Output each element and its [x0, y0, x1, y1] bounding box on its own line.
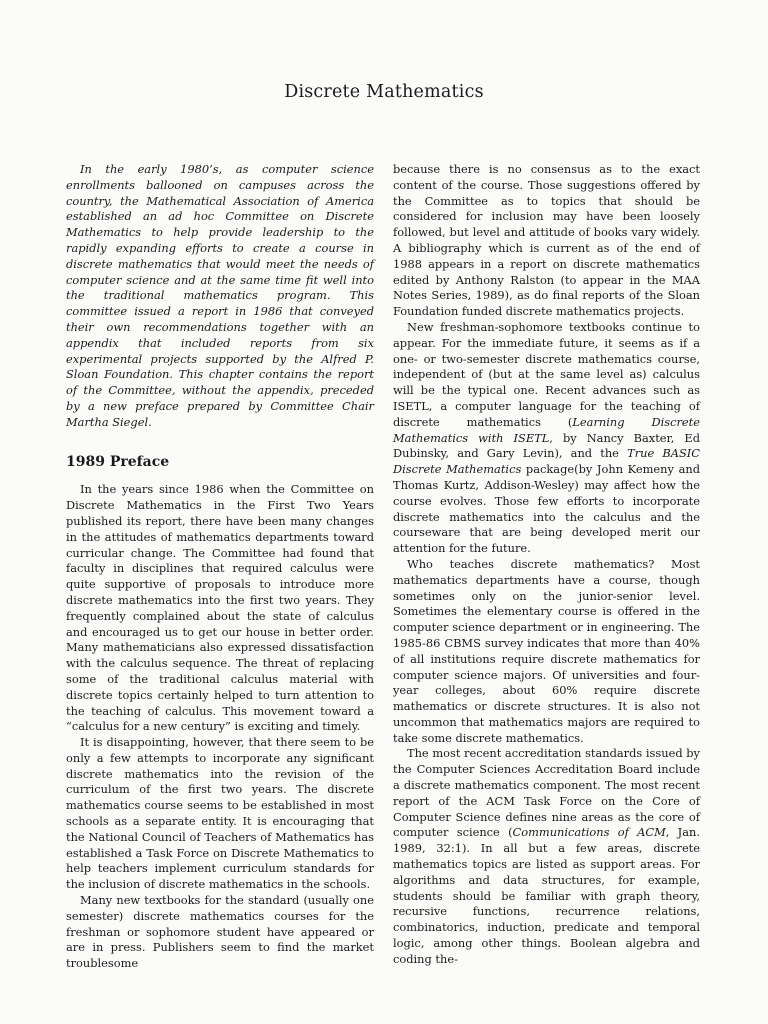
section-heading: 1989 Preface — [66, 453, 170, 470]
body-paragraph: In the years since 1986 when the Committee on Discrete Mathematics in the First Two Years published its report, there have been many changes in the attitudes of mathematics departments toward curricular change. The Committee had found that faculty in disciplines that required calculus were quite supportive of proposals to introduce more discrete mathematics into the first two years. They frequently complained about the state of calculus and encouraged us to get our house in better order. Many mathematicians also expressed dissatisfaction with the calculus sequence. The threat of replacing some of the traditional calculus material with discrete topics certainly helped to turn attention to the teaching of calculus. This movement toward a “calculus for a new century” is exciting and timely. — [66, 482, 374, 734]
body-paragraph: Who teaches discrete mathematics? Most mathematics departments have a course, though sometimes only on the junior-senior level. Sometimes the elementary course is offered in the computer science department or in engineering. The 1985-86 CBMS survey indicates that more than 40% of all institutions require discrete mathematics for computer science majors. Of universities and four-year colleges, about 60% require discrete mathematics or discrete structures. It is also not uncommon that mathematics majors are required to take some discrete mathematics. — [393, 556, 700, 745]
text-run: , by Nancy Baxter, Ed Dubinsky, and Gary Levin), and the — [393, 430, 700, 461]
body-paragraph — [393, 746, 700, 967]
text-run: New freshman-sophomore textbooks continue to appear. For the immediate future, it seems as if a one- or two-semester discrete mathematics course, independent of (but at the same level as) calculus will be the typical one. Recent advances such as ISETL, a computer language for the teaching of discrete mathematics ( — [393, 319, 700, 429]
book-title-true-basic: True BASIC Discrete Mathematics — [393, 446, 700, 477]
text-run: The most recent accreditation standards issued by the Computer Sciences Accreditation Board include a discrete mathematics component. The most recent report of the ACM Task Force on the Core of Computer Science defines nine areas as the core of computer science ( — [393, 746, 700, 840]
right-column — [393, 162, 700, 968]
left-column — [66, 162, 374, 972]
body-paragraph: Many new textbooks for the standard (usually one semester) discrete mathematics courses for the freshman or sophomore student have appeared or are in press. Publishers seem to find the market troublesome — [66, 893, 374, 971]
text-run: package(by John Kemeny and Thomas Kurtz, Addison-Wesley) may affect how the course evolves. Those few efforts to incorporate discrete mathematics into the calculus and the courseware that are being developed merit our attention for the future. — [393, 462, 700, 556]
intro-paragraph: In the early 1980’s, as computer science enrollments ballooned on campuses across the country, the Mathematical Association of America established an ad hoc Committee on Discrete Mathematics to help provide leadership to the rapidly expanding efforts to create a course in discrete mathematics that would meet the needs of computer science and at the same time fit well into the traditional mathematics program. This committee issued a report in 1986 that conveyed their own recommendations together with an appendix that included reports from six experimental projects supported by the Alfred P. Sloan Foundation. This chapter contains the report of the Committee, without the appendix, preceded by a new preface prepared by Committee Chair Martha Siegel. — [66, 162, 374, 429]
journal-title: Communications of ACM — [512, 825, 666, 840]
body-paragraph: It is disappointing, however, that there seem to be only a few attempts to incorporate any significant discrete mathematics into the revision of the curriculum of the first two years. The discrete mathematics course seems to be established in most schools as a separate entity. It is encouraging that the National Council of Teachers of Mathematics has established a Task Force on Discrete Mathematics to help teachers implement curriculum standards for the inclusion of discrete mathematics in the schools. — [66, 735, 374, 892]
book-title-isetl: Learning Discrete Mathematics with ISETL — [393, 414, 700, 445]
page-title: Discrete Mathematics — [284, 82, 484, 102]
body-paragraph: because there is no consensus as to the exact content of the course. Those suggestions offered by the Committee as to topics that should be considered for inclusion may have been loosely followed, but level and attitude of books vary widely. A bibliography which is current as of the end of 1988 appears in a report on discrete mathematics edited by Anthony Ralston (to appear in the MAA Notes Series, 1989), as do final reports of the Sloan Foundation funded discrete mathematics projects. — [393, 162, 700, 319]
text-run: , Jan. 1989, 32:1). In all but a few areas, discrete mathematics topics are listed as support areas. For algorithms and data structures, for example, students should be familiar with graph theory, recursive functions, recurrence relations, combinatorics, induction, predicate and temporal logic, among other things. Boolean algebra and coding the- — [393, 825, 700, 966]
body-paragraph — [393, 320, 700, 557]
